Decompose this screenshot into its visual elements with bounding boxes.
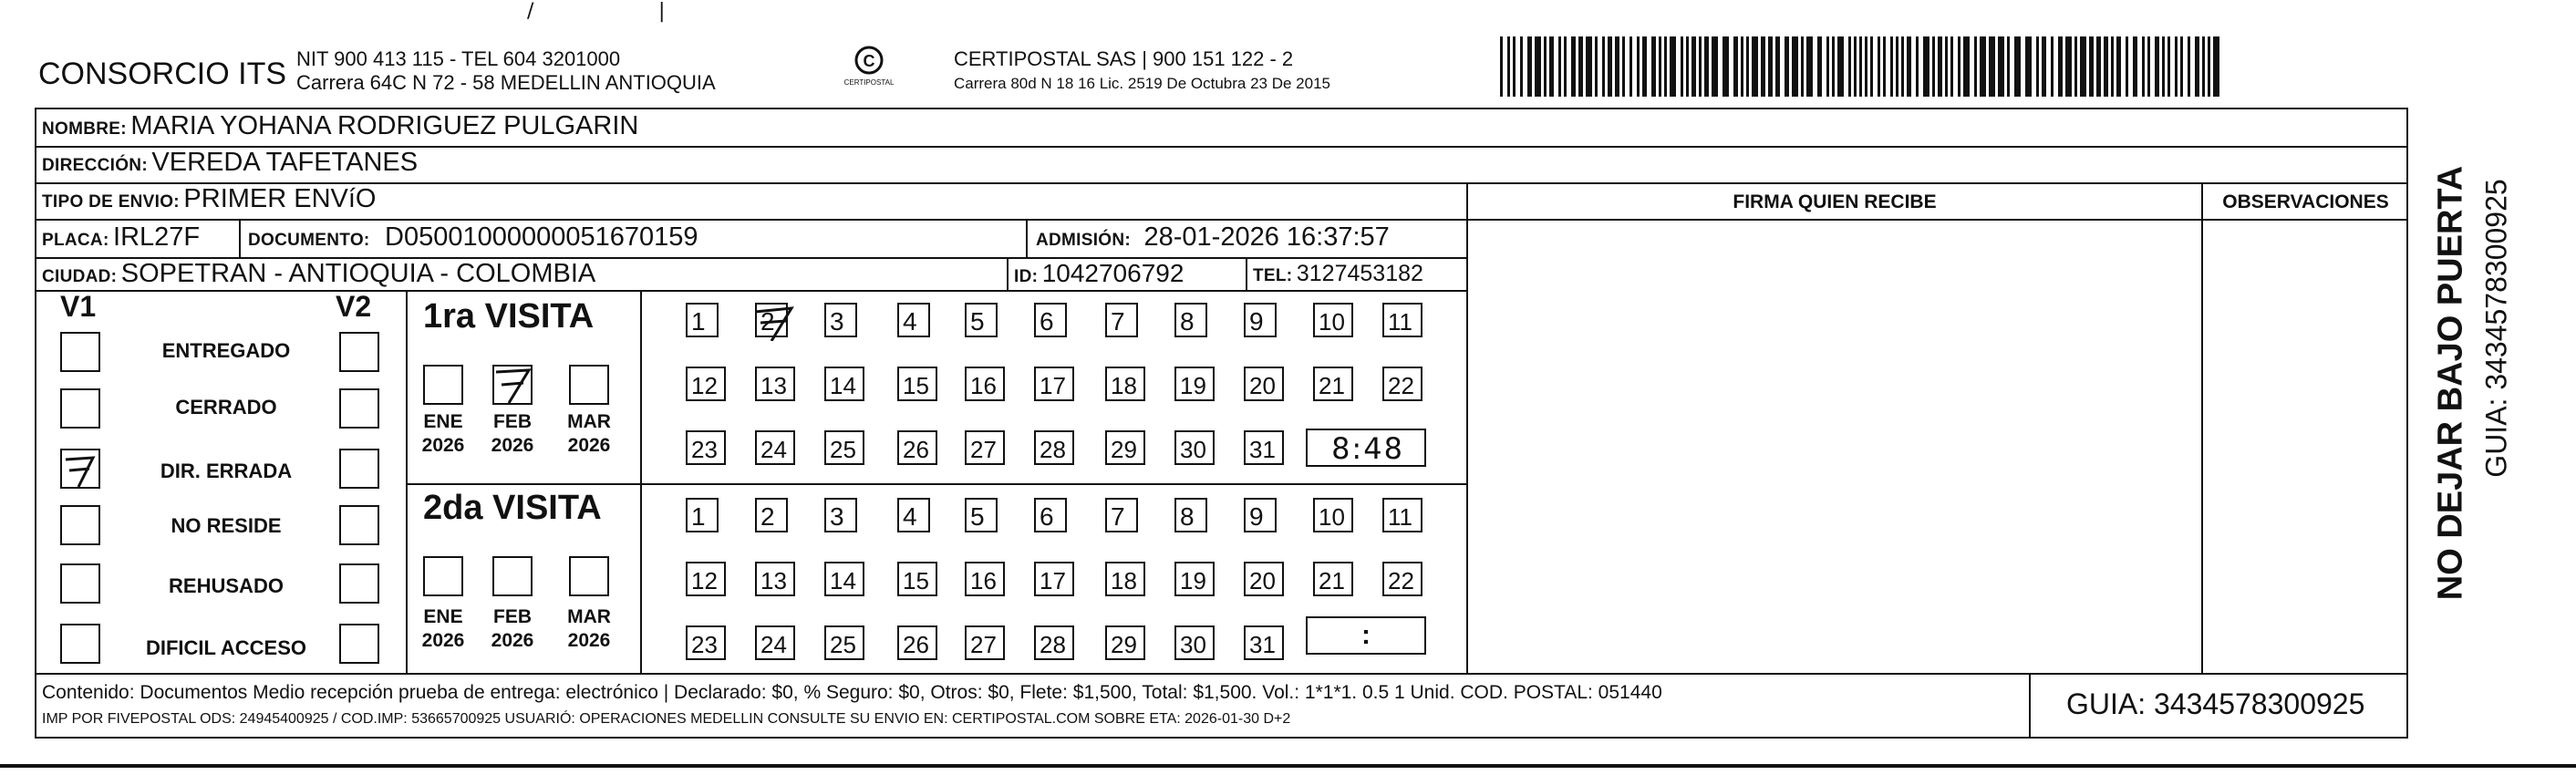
visit1-day-10[interactable]: 10: [1313, 303, 1353, 337]
visit2-day-3[interactable]: 3: [824, 498, 857, 532]
visit1-month-mar-checkbox[interactable]: [569, 365, 609, 405]
footer-content-line: Contenido: Documentos Medio recepción prueba de entrega: electrónico | Declarado: $0, % Seguro: $0, Otros: $0, Flete: $1,500, Total: $1,500. Vol.: 1*1*1. 0.5 1 Unid. COD. POSTAL: 051440: [42, 682, 1662, 703]
v1-checkbox-dir-errada[interactable]: [60, 449, 100, 489]
visit2-day-11[interactable]: 11: [1382, 498, 1422, 532]
visit2-month-feb: FEB 2026: [491, 606, 534, 651]
visit1-day-15[interactable]: 15: [897, 367, 937, 401]
barcode-bar: [1963, 36, 1970, 97]
barcode-bar: [2208, 36, 2210, 97]
visit1-title: 1ra VISITA: [423, 297, 595, 336]
barcode-bar: [1699, 36, 1702, 97]
visit1-day-25[interactable]: 25: [824, 430, 864, 465]
admision-label: ADMISIÓN:: [1036, 231, 1132, 250]
admision-value: 28-01-2026 16:37:57: [1143, 222, 1390, 252]
barcode-bar: [1826, 36, 1829, 97]
visit1-day-31[interactable]: 31: [1244, 430, 1284, 465]
visit2-day-23[interactable]: 23: [686, 625, 726, 660]
barcode-bar: [1878, 36, 1880, 97]
visit2-day-20[interactable]: 20: [1244, 562, 1284, 596]
barcode-bar: [1768, 36, 1773, 97]
v1-checkbox-dificil-acceso[interactable]: [60, 624, 100, 664]
barcode-bar: [1932, 36, 1935, 97]
barcode-bar: [1806, 36, 1813, 97]
barcode-bar: [1507, 36, 1510, 97]
visit2-day-2[interactable]: 2: [755, 498, 788, 532]
tipo-row: [42, 184, 377, 214]
barcode-bar: [2202, 36, 2205, 97]
handwritten-check-mark: [751, 299, 797, 341]
barcode-bar: [1923, 36, 1929, 97]
barcode-bar: [1615, 36, 1619, 97]
barcode-bar: [1637, 36, 1640, 97]
barcode-bar: [1535, 36, 1541, 97]
direccion-value: VEREDA TAFETANES: [151, 148, 419, 177]
address-line: Carrera 64C N 72 - 58 MEDELLIN ANTIOQUIA: [296, 71, 716, 94]
ciudad-row: [42, 259, 595, 289]
scan-mark: |: [658, 0, 666, 23]
bottom-cut-line: [0, 764, 2576, 768]
visit2-month-mar: MAR 2026: [567, 606, 611, 651]
visit1-day-4[interactable]: 4: [897, 303, 930, 337]
placa-row: [42, 222, 200, 253]
visit2-day-21[interactable]: 21: [1313, 562, 1353, 596]
barcode-bar: [2195, 36, 2199, 97]
placa-value: IRL27F: [113, 222, 201, 252]
barcode-bar: [2058, 36, 2063, 97]
v1-label: V1: [60, 290, 97, 323]
visit1-day-14[interactable]: 14: [824, 367, 864, 401]
barcode-bar: [1578, 36, 1583, 97]
footer-print-line: IMP POR FIVEPOSTAL ODS: 24945400925 / COD.IMP: 53665700925 USUARIÓ: OPERACIONES MEDELLIN CONSULTE SU ENVIO EN: CERTIPOSTAL.COM SOBRE ETA: 2026-01-30 D+2: [42, 711, 1291, 727]
visit1-day-12[interactable]: 12: [686, 367, 726, 401]
visit1-month-feb: FEB 2026: [491, 411, 534, 456]
barcode-bar: [1792, 36, 1798, 97]
barcode-bar: [1564, 36, 1567, 97]
barcode-bar: [1974, 36, 1977, 97]
barcode-bar: [1837, 36, 1844, 97]
barcode-bar: [1712, 36, 1718, 97]
direccion-row: [42, 148, 418, 178]
id-label: ID:: [1014, 267, 1039, 286]
barcode-bar: [2036, 36, 2039, 97]
barcode-bar: [1998, 36, 2004, 97]
barcode-bar: [2074, 36, 2077, 97]
ciudad-label: CIUDAD:: [42, 267, 118, 286]
handwritten-check-mark: [62, 450, 98, 487]
status-dir-errada: DIR. ERRADA: [160, 460, 293, 482]
documento-label: DOCUMENTO:: [248, 231, 370, 250]
visit1-day-3[interactable]: 3: [824, 303, 857, 337]
status-rehusado: REHUSADO: [169, 574, 284, 597]
visit1-day-28[interactable]: 28: [1034, 430, 1074, 465]
tipo-value: PRIMER ENVíO: [183, 184, 377, 213]
barcode-bar: [2096, 36, 2101, 97]
barcode-bar: [2147, 36, 2150, 97]
barcode-bar: [2065, 36, 2072, 97]
visit1-day-21[interactable]: 21: [1313, 367, 1353, 401]
visit2-time-box[interactable]: [1306, 616, 1426, 655]
visit2-day-9[interactable]: 9: [1244, 498, 1277, 532]
barcode-bar: [1883, 36, 1886, 97]
barcode-bar: [2007, 36, 2010, 97]
barcode-bar: [1785, 36, 1789, 97]
barcode-bar: [1670, 36, 1676, 97]
tel-value: 3127453182: [1296, 261, 1423, 286]
v2-checkbox-cerrado[interactable]: [339, 388, 379, 429]
visit1-day-6[interactable]: 6: [1034, 303, 1067, 337]
visit1-month-mar: MAR 2026: [567, 411, 611, 456]
visit2-title: 2da VISITA: [423, 489, 602, 527]
visit1-month-ene-checkbox[interactable]: [423, 365, 463, 405]
v1-checkbox-no-reside[interactable]: [60, 505, 100, 545]
side-guia: GUIA: 3434578300925: [2479, 179, 2513, 478]
barcode-bar: [2025, 36, 2032, 97]
visit2-day-10[interactable]: 10: [1313, 498, 1353, 532]
tipo-label: TIPO DE ENVIO:: [42, 192, 180, 212]
barcode-bar: [1870, 36, 1873, 97]
barcode-bar: [2080, 36, 2086, 97]
visit1-time-handwritten: 8:48: [1331, 431, 1404, 466]
direccion-label: DIRECCIÓN:: [42, 156, 148, 175]
barcode-bar: [1681, 36, 1683, 97]
barcode-bar: [2213, 36, 2219, 97]
visit2-month-ene: ENE 2026: [421, 606, 465, 651]
ciudad-value: SOPETRAN - ANTIOQUIA - COLOMBIA: [120, 259, 596, 288]
visit2-day-25[interactable]: 25: [824, 625, 864, 660]
visit1-day-29[interactable]: 29: [1105, 430, 1145, 465]
visit1-day-22[interactable]: 22: [1382, 367, 1422, 401]
barcode-bar: [1513, 36, 1516, 97]
barcode-bar: [2104, 36, 2108, 97]
barcode-bar: [1775, 36, 1780, 97]
barcode-bar: [1691, 36, 1696, 97]
barcode-bar: [1586, 36, 1592, 97]
barcode-bar: [1896, 36, 1898, 97]
visit2-day-17[interactable]: 17: [1034, 562, 1074, 596]
barcode-bar: [2133, 36, 2137, 97]
visit1-month-ene: ENE 2026: [421, 411, 465, 456]
visit2-day-30[interactable]: 30: [1174, 625, 1215, 660]
barcode-bar: [1916, 36, 1919, 97]
barcode-bar: [1651, 36, 1656, 97]
barcode-bar: [1854, 36, 1857, 97]
barcode-bar: [1527, 36, 1532, 97]
v2-checkbox-entregado[interactable]: [339, 332, 379, 372]
barcode-bar: [1629, 36, 1632, 97]
nombre-label: NOMBRE:: [42, 119, 127, 139]
v2-checkbox-no-reside[interactable]: [339, 505, 379, 545]
visit1-day-26[interactable]: 26: [897, 430, 937, 465]
barcode-bar: [1865, 36, 1867, 97]
footer-guia: GUIA: 3434578300925: [2066, 687, 2365, 720]
barcode-bar: [1817, 36, 1822, 97]
visit1-day-30[interactable]: 30: [1174, 430, 1215, 465]
visit2-day-4[interactable]: 4: [897, 498, 930, 532]
barcode-bar: [2014, 36, 2021, 97]
barcode-bar: [1950, 36, 1953, 97]
visit2-day-24[interactable]: 24: [755, 625, 795, 660]
visit1-day-18[interactable]: 18: [1105, 367, 1145, 401]
barcode: [1500, 36, 2229, 100]
nit-line: NIT 900 413 115 - TEL 604 3201000: [296, 47, 621, 70]
barcode-bar: [2051, 36, 2054, 97]
visit1-day-11[interactable]: 11: [1382, 303, 1422, 337]
visit1-month-feb-checkbox[interactable]: [492, 365, 533, 405]
status-entregado: ENTREGADO: [161, 339, 291, 362]
barcode-bar: [1558, 36, 1561, 97]
visit1-time-box[interactable]: [1306, 429, 1426, 467]
barcode-bar: [1723, 36, 1729, 97]
barcode-bar: [1686, 36, 1689, 97]
barcode-bar: [1901, 36, 1904, 97]
tel-label: TEL:: [1253, 266, 1293, 285]
barcode-bar: [2042, 36, 2046, 97]
visit2-month-mar-checkbox[interactable]: [569, 556, 609, 596]
placa-label: PLACA:: [42, 231, 109, 250]
barcode-bar: [1945, 36, 1948, 97]
visit2-day-15[interactable]: 15: [897, 562, 937, 596]
barcode-bar: [1752, 36, 1758, 97]
id-row: [1014, 259, 1184, 288]
barcode-bar: [1664, 36, 1667, 97]
visit2-day-14[interactable]: 14: [824, 562, 864, 596]
visit2-day-19[interactable]: 19: [1174, 562, 1215, 596]
barcode-bar: [2126, 36, 2128, 97]
visit1-day-9[interactable]: 9: [1244, 303, 1277, 337]
barcode-bar: [1544, 36, 1547, 97]
barcode-bar: [2167, 36, 2170, 97]
barcode-bar: [1642, 36, 1647, 97]
visit1-day-7[interactable]: 7: [1105, 303, 1138, 337]
visit2-month-ene-checkbox[interactable]: [423, 556, 463, 596]
visit2-day-29[interactable]: 29: [1105, 625, 1145, 660]
visit2-day-26[interactable]: 26: [897, 625, 937, 660]
visit2-day-22[interactable]: 22: [1382, 562, 1422, 596]
v2-checkbox-dificil-acceso[interactable]: [339, 624, 379, 664]
visit1-day-23[interactable]: 23: [686, 430, 726, 465]
firma-header: FIRMA QUIEN RECIBE: [1733, 191, 1937, 212]
visit2-day-31[interactable]: 31: [1244, 625, 1284, 660]
visit2-time-placeholder: :: [1361, 620, 1371, 650]
barcode-bar: [1704, 36, 1709, 97]
v1-checkbox-entregado[interactable]: [60, 332, 100, 372]
visit2-day-8[interactable]: 8: [1174, 498, 1207, 532]
barcode-bar: [1907, 36, 1911, 97]
barcode-bar: [2175, 36, 2178, 97]
barcode-bar: [1659, 36, 1661, 97]
barcode-bar: [2188, 36, 2190, 97]
certipostal-logo: [837, 40, 901, 97]
visit2-day-18[interactable]: 18: [1105, 562, 1145, 596]
barcode-bar: [1958, 36, 1960, 97]
barcode-bar: [1733, 36, 1738, 97]
certipostal-line1: CERTIPOSTAL SAS | 900 151 122 - 2: [954, 47, 1294, 70]
visit1-day-5[interactable]: 5: [965, 303, 998, 337]
barcode-bar: [1595, 36, 1598, 97]
visit1-day-27[interactable]: 27: [965, 430, 1005, 465]
visit1-day-8[interactable]: 8: [1174, 303, 1207, 337]
barcode-bar: [1741, 36, 1743, 97]
documento-row: [248, 222, 698, 253]
barcode-bar: [2142, 36, 2145, 97]
barcode-bar: [1890, 36, 1893, 97]
barcode-bar: [2180, 36, 2183, 97]
logo-text: CERTIPOSTAL: [843, 78, 895, 87]
status-dificil-acceso: DIFICIL ACCESO: [145, 636, 306, 659]
visit2-day-1[interactable]: 1: [686, 498, 719, 532]
certipostal-line2: Carrera 80d N 18 16 Lic. 2519 De Octubra 23 De 2015: [954, 75, 1330, 92]
barcode-bar: [2089, 36, 2094, 97]
v1-checkbox-cerrado[interactable]: [60, 388, 100, 429]
scan-mark: /: [527, 0, 534, 23]
barcode-bar: [1859, 36, 1862, 97]
visit2-day-28[interactable]: 28: [1034, 625, 1074, 660]
barcode-bar: [1549, 36, 1554, 97]
barcode-bar: [2162, 36, 2165, 97]
v2-checkbox-dir-errada[interactable]: [339, 449, 379, 489]
visit1-day-2[interactable]: 2: [755, 303, 788, 337]
admision-row: [1036, 222, 1390, 253]
visit1-day-24[interactable]: 24: [755, 430, 795, 465]
barcode-bar: [2155, 36, 2159, 97]
barcode-bar: [1571, 36, 1576, 97]
barcode-bar: [1500, 36, 1503, 97]
barcode-bar: [1801, 36, 1804, 97]
barcode-bar: [1746, 36, 1749, 97]
visit1-day-16[interactable]: 16: [965, 367, 1005, 401]
v2-label: V2: [336, 290, 372, 323]
visit2-day-6[interactable]: 6: [1034, 498, 1067, 532]
visit2-day-5[interactable]: 5: [965, 498, 998, 532]
barcode-bar: [1938, 36, 1942, 97]
visit2-day-27[interactable]: 27: [965, 625, 1005, 660]
nombre-row: [42, 111, 638, 141]
barcode-bar: [1832, 36, 1835, 97]
nombre-value: MARIA YOHANA RODRIGUEZ PULGARIN: [130, 111, 639, 140]
tel-row: [1253, 261, 1423, 287]
visit1-day-13[interactable]: 13: [755, 367, 795, 401]
visit1-day-1[interactable]: 1: [686, 303, 719, 337]
svg-text:C: C: [863, 52, 875, 70]
handwritten-check-mark: [494, 367, 531, 403]
barcode-bar: [2116, 36, 2121, 97]
company-name: CONSORCIO ITS: [38, 57, 287, 91]
barcode-bar: [2111, 36, 2114, 97]
barcode-bar: [1980, 36, 1986, 97]
status-no-reside: NO RESIDE: [171, 514, 282, 537]
v2-checkbox-rehusado[interactable]: [339, 563, 379, 604]
visit2-day-16[interactable]: 16: [965, 562, 1005, 596]
barcode-bar: [1608, 36, 1612, 97]
visit2-day-12[interactable]: 12: [686, 562, 726, 596]
barcode-bar: [1622, 36, 1625, 97]
visit1-day-17[interactable]: 17: [1034, 367, 1074, 401]
v1-checkbox-rehusado[interactable]: [60, 563, 100, 604]
side-no-dejar-bajo-puerta: NO DEJAR BAJO PUERTA: [2431, 165, 2470, 601]
visit2-day-7[interactable]: 7: [1105, 498, 1138, 532]
barcode-bar: [1602, 36, 1605, 97]
barcode-bar: [1989, 36, 1995, 97]
id-value: 1042706792: [1041, 259, 1185, 287]
barcode-bar: [1761, 36, 1765, 97]
visit2-month-feb-checkbox[interactable]: [492, 556, 533, 596]
visit2-day-13[interactable]: 13: [755, 562, 795, 596]
visit1-day-19[interactable]: 19: [1174, 367, 1215, 401]
status-cerrado: CERRADO: [175, 396, 277, 418]
barcode-bar: [1520, 36, 1523, 97]
visit1-day-20[interactable]: 20: [1244, 367, 1284, 401]
documento-value: D05001000000051670159: [385, 222, 698, 252]
barcode-bar: [1848, 36, 1851, 97]
observaciones-header: OBSERVACIONES: [2222, 191, 2389, 212]
